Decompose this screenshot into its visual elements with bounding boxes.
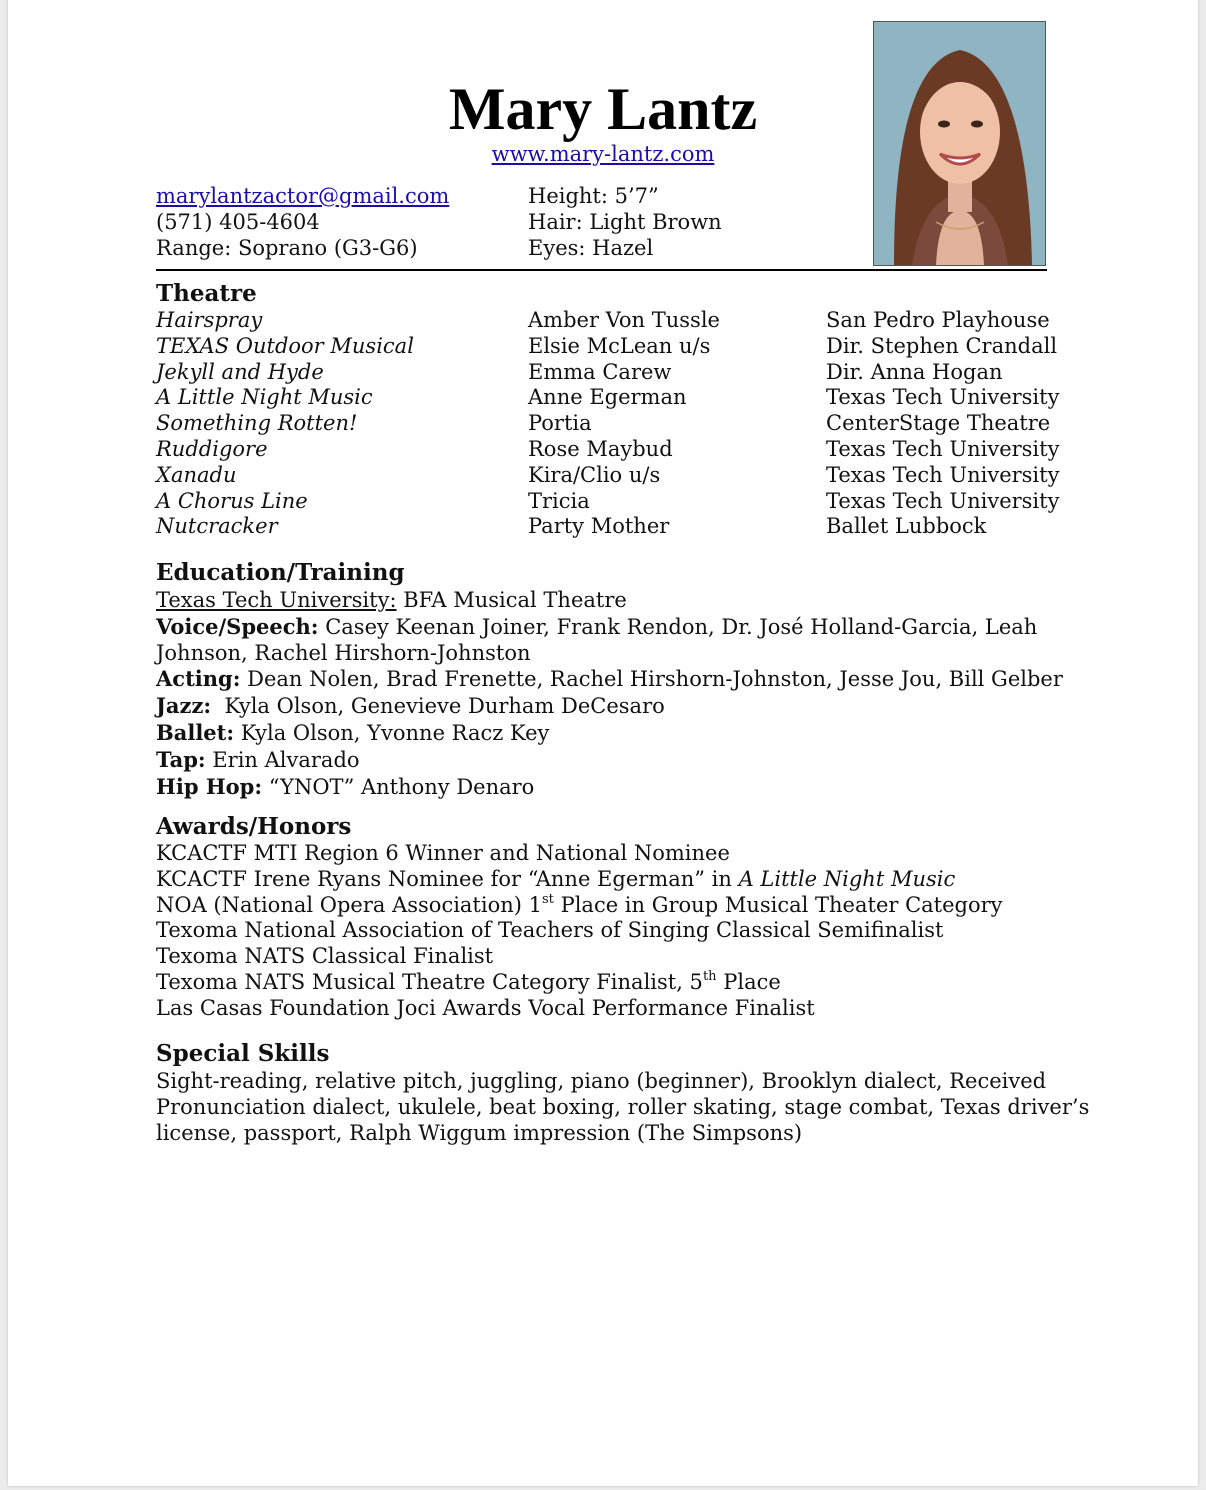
hiphop-teachers: “YNOT” Anthony Denaro	[262, 774, 535, 799]
show-title: Jekyll and Hyde	[156, 359, 324, 384]
award-item: KCACTF Irene Ryans Nominee for “Anne Egerman” in A Little Night Music	[156, 866, 956, 891]
resume-page	[8, 0, 1198, 1486]
resume-name: Mary Lantz	[448, 76, 758, 142]
role-name: Tricia	[528, 488, 590, 513]
headshot-photo	[873, 21, 1046, 266]
role-name: Rose Maybud	[528, 436, 673, 461]
show-title: Something Rotten!	[156, 411, 358, 436]
skills-section	[156, 1069, 1090, 1146]
awards-heading: Awards/Honors	[156, 813, 352, 840]
tap-teachers: Erin Alvarado	[205, 747, 360, 772]
role-name: Amber Von Tussle	[528, 308, 720, 332]
role-name: Party Mother	[528, 514, 670, 539]
venue-name: Ballet Lubbock	[826, 514, 987, 539]
header-divider	[156, 269, 1047, 271]
email-link[interactable]: marylantzactor@gmail.com	[156, 184, 450, 208]
ballet-teachers: Kyla Olson, Yvonne Racz Key	[234, 720, 550, 745]
school-name: Texas Tech University:	[156, 588, 397, 612]
credit-row	[156, 411, 1056, 437]
show-title: Ruddigore	[156, 436, 268, 461]
show-title: Hairspray	[156, 308, 263, 332]
jazz-label: Jazz:	[156, 693, 212, 719]
credit-row	[156, 385, 1060, 411]
credit-row	[156, 436, 1060, 463]
skills-line: Sight-reading, relative pitch, juggling, piano (beginner), Brooklyn dialect, Received	[156, 1069, 1047, 1093]
education-heading: Education/Training	[156, 559, 405, 586]
award-item: Texoma NATS Musical Theatre Category Finalist, 5th Place	[156, 968, 781, 994]
role-name: Portia	[528, 411, 592, 436]
voice-teachers-cont: Johnson, Rachel Hirshorn-Johnston	[156, 640, 531, 665]
education-section	[156, 588, 1063, 800]
venue-name: San Pedro Playhouse	[826, 308, 1050, 332]
venue-name: Texas Tech University	[826, 488, 1060, 513]
theatre-credits	[156, 308, 1060, 540]
show-title: Xanadu	[156, 462, 237, 487]
award-item: Texoma NATS Classical Finalist	[156, 944, 494, 969]
show-title: Nutcracker	[156, 514, 278, 539]
role-name: Anne Egerman	[528, 385, 687, 410]
skills-line: license, passport, Ralph Wiggum impression (The Simpsons)	[156, 1120, 803, 1145]
venue-name: Texas Tech University	[826, 462, 1060, 487]
hiphop-label: Hip Hop:	[156, 773, 263, 799]
skills-heading: Special Skills	[156, 1040, 330, 1067]
credit-row	[156, 308, 1056, 334]
show-title: TEXAS Outdoor Musical	[156, 333, 414, 358]
hair-text: Hair: Light Brown	[528, 210, 722, 234]
role-name: Elsie McLean u/s	[528, 333, 711, 358]
award-item: Las Casas Foundation Joci Awards Vocal Performance Finalist	[156, 995, 815, 1020]
ballet-label: Ballet:	[156, 719, 235, 745]
venue-name: Dir. Stephen Crandall	[826, 333, 1058, 358]
award-item: NOA (National Opera Association) 1st Place in Group Musical Theater Category	[156, 891, 1003, 917]
awards-section	[156, 841, 1056, 1022]
acting-label: Acting:	[156, 666, 241, 692]
vocal-range: Range: Soprano (G3-G6)	[156, 236, 418, 260]
credit-row	[156, 488, 1060, 515]
voice-label: Voice/Speech:	[156, 613, 319, 639]
award-item: KCACTF MTI Region 6 Winner and National Nominee	[156, 841, 730, 865]
venue-name: Dir. Anna Hogan	[826, 359, 1003, 384]
tap-label: Tap:	[156, 746, 206, 772]
jazz-teachers: Kyla Olson, Genevieve Durham DeCesaro	[211, 694, 665, 719]
theatre-heading: Theatre	[156, 280, 257, 307]
degree-text: BFA Musical Theatre	[396, 588, 627, 612]
award-item: Texoma National Association of Teachers of Singing Classical Semifinalist	[156, 918, 944, 943]
phone-number: (571) 405-4604	[156, 210, 320, 234]
skills-line: Pronunciation dialect, ukulele, beat boxing, roller skating, stage combat, Texas driver’s	[156, 1094, 1090, 1119]
credit-row	[156, 514, 1056, 540]
physical-info	[528, 183, 722, 261]
role-name: Kira/Clio u/s	[528, 462, 661, 487]
eyes-text: Eyes: Hazel	[528, 236, 654, 260]
venue-name: Texas Tech University	[826, 385, 1060, 410]
role-name: Emma Carew	[528, 359, 672, 384]
voice-teachers: Casey Keenan Joiner, Frank Rendon, Dr. José Holland-Garcia, Leah	[318, 614, 1038, 639]
website-link[interactable]: www.mary-lantz.com	[491, 142, 715, 166]
credit-row	[156, 360, 1056, 386]
contact-info	[156, 183, 449, 261]
credit-row	[156, 462, 1060, 489]
acting-teachers: Dean Nolen, Brad Frenette, Rachel Hirshorn-Johnston, Jesse Jou, Bill Gelber	[240, 667, 1063, 692]
venue-name: Texas Tech University	[826, 436, 1060, 461]
show-title: A Little Night Music	[156, 385, 373, 410]
credit-row	[156, 334, 1056, 360]
height-text: Height: 5’7”	[528, 184, 659, 208]
show-title: A Chorus Line	[156, 488, 308, 513]
venue-name: CenterStage Theatre	[826, 411, 1051, 436]
